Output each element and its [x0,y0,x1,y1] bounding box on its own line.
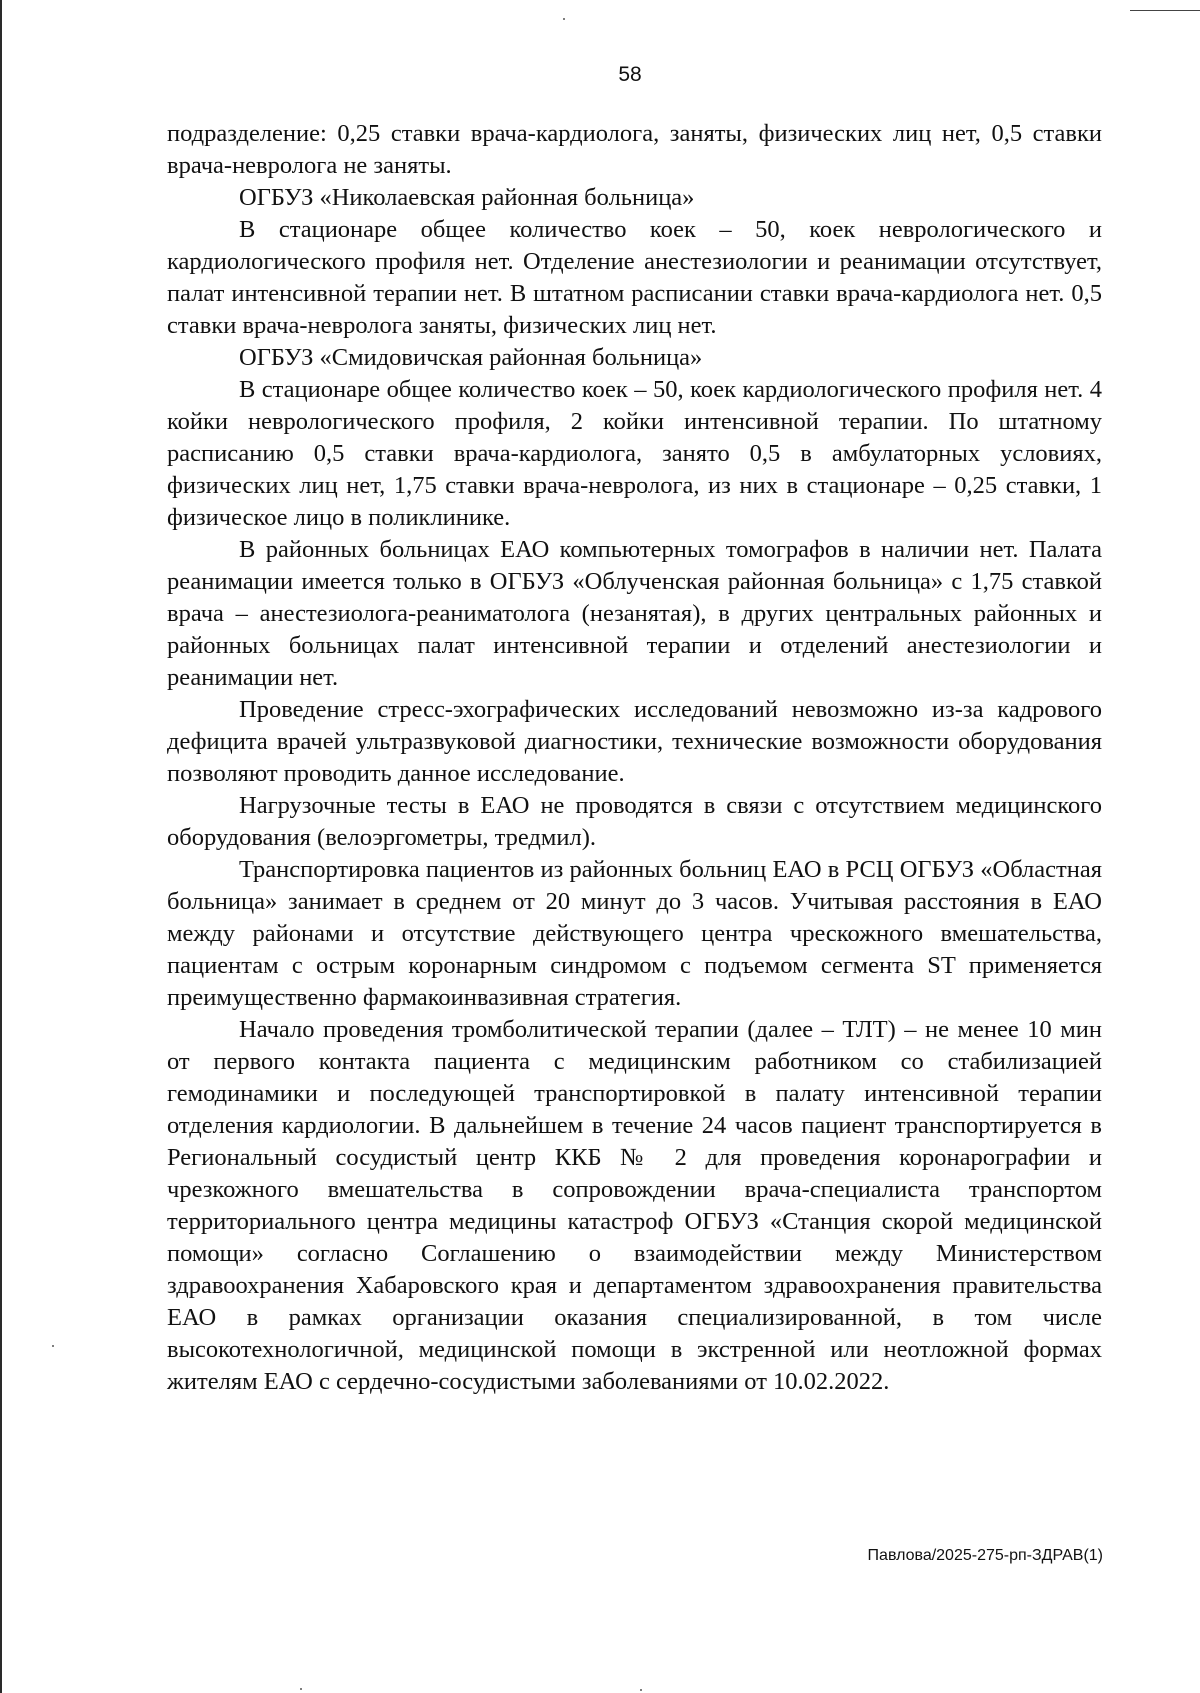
scan-top-edge-mark [1130,10,1200,11]
scan-speck [640,1689,642,1691]
paragraph-transportation: Транспортировка пациентов из районных больниц ЕАО в РСЦ ОГБУЗ «Областная больница» занимает в среднем от 20 минут до 3 часов. Учитывая расстояния в ЕАО между районами и отсутствие действующего центра чрескожного вмешательства, пациентам с острым коронарным синдромом с подъемом сегмента ST применяется преимущественно фармакоинвазивная стратегия. [167,856,1102,1011]
paragraph-nikolaevskaya-details: В стационаре общее количество коек – 50, коек неврологического и кардиологического профиля нет. Отделение анестезиологии и реанимации отсутствует, палат интенсивной терапии нет. В штатном расписании ставки врача-кардиолога нет. 0,5 ставки врача-невролога заняты, физических лиц нет. [167,216,1102,339]
document-body [167,118,1102,1398]
paragraph-load-tests: Нагрузочные тесты в ЕАО не проводятся в связи с отсутствием медицинского оборудования (велоэргометры, тредмил). [167,792,1102,851]
paragraph-stress-echo: Проведение стресс-эхографических исследований невозможно из-за кадрового дефицита врачей ультразвуковой диагностики, технические возможности оборудования позволяют проводить данное исследование. [167,696,1102,787]
scan-speck [563,18,565,20]
scan-left-edge [0,0,2,1693]
scan-speck [300,1688,302,1690]
document-code: Павлова/2025-275-рп-ЗДРАВ(1) [867,1547,1103,1564]
page-number: 58 [618,63,642,86]
paragraph-tomographs: В районных больницах ЕАО компьютерных томографов в наличии нет. Палата реанимации имеется только в ОГБУЗ «Облученская районная больница» с 1,75 ставкой врача – анестезиолога-реаниматолога (незанятая), в других центральных районных и районных больницах палат интенсивной терапии и отделений анестезиологии и реанимации нет. [167,536,1102,691]
paragraph-continuation: подразделение: 0,25 ставки врача-кардиолога, заняты, физических лиц нет, 0,5 ставки врача-невролога не заняты. [167,120,1102,179]
paragraph-smidovichskaya-details: В стационаре общее количество коек – 50, коек кардиологического профиля нет. 4 койки неврологического профиля, 2 койки интенсивной терапии. По штатному расписанию 0,5 ставки врача-кардиолога, занято 0,5 в амбулаторных условиях, физических лиц нет, 1,75 ставки врача-невролога, из них в стационаре – 0,25 ставки, 1 физическое лицо в поликлинике. [167,376,1102,531]
hospital-heading-smidovichskaya: ОГБУЗ «Смидовичская районная больница» [239,344,703,371]
hospital-heading-nikolaevskaya: ОГБУЗ «Николаевская районная больница» [239,184,695,211]
scan-speck [52,1345,54,1347]
paragraph-thrombolytic-therapy: Начало проведения тромболитической терапии (далее – ТЛТ) – не менее 10 мин от первого контакта пациента с медицинским работником со стабилизацией гемодинамики и последующей транспортировкой в палату интенсивной терапии отделения кардиологии. В дальнейшем в течение 24 часов пациент транспортируется в Региональный сосудистый центр ККБ № 2 для проведения коронарографии и чрезкожного вмешательства в сопровождении врача-специалиста транспортом территориального центра медицины катастроф ОГБУЗ «Станция скорой медицинской помощи» согласно Соглашению о взаимодействии между Министерством здравоохранения Хабаровского края и департаментом здравоохранения правительства ЕАО в рамках организации оказания специализированной, в том числе высокотехнологичной, медицинской помощи в экстренной или неотложной формах жителям ЕАО с сердечно-сосудистыми заболеваниями от 10.02.2022. [167,1016,1102,1395]
